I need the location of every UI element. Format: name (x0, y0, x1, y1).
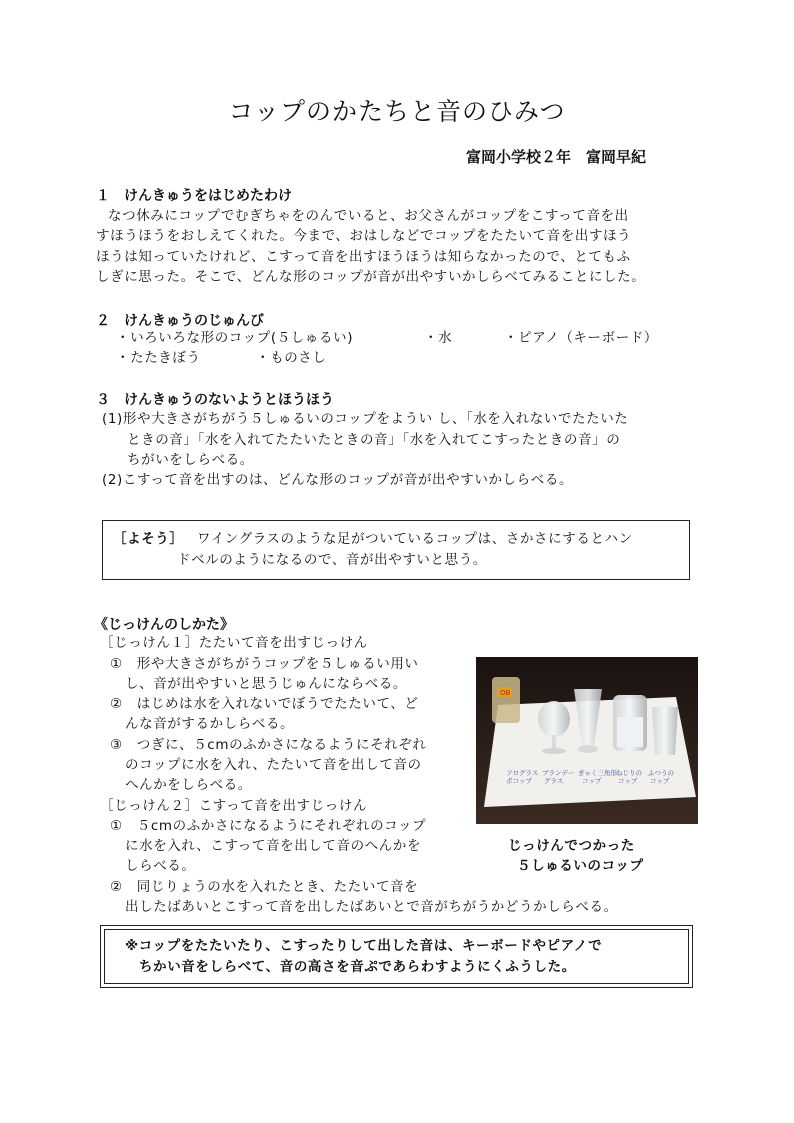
section3-heading: ３ けんきゅうのないようとほうほう (96, 392, 334, 408)
photo-caption: ５しゅるいのコップ (517, 858, 644, 874)
photo-label: ぎゃく三角形 (578, 769, 617, 777)
experiment1-line: ③ つぎに、５cmのふかさになるようにそれぞれ (110, 737, 427, 753)
experiment2-heading: ［じっけん２］こすって音を出すじっけん (100, 798, 368, 814)
photo-caption: じっけんでつかった (508, 838, 635, 854)
section1-line: しぎに思った。そこで、どんな形のコップが音が出やすいかしらべてみることにした。 (96, 269, 646, 285)
photo-label: フログラス (506, 769, 539, 777)
experiment1-line: ① 形や大きさがちがうコップを５しゅるい用い (110, 656, 419, 672)
photo-label: コップ (618, 777, 638, 785)
section1-line: ほうは知っていたけれど、こすって音を出すほうほうは知らなかったので、とてもふ (96, 249, 631, 265)
regular-glass (652, 707, 678, 755)
experiment1-heading: ［じっけん１］たたいて音を出すじっけん (100, 635, 368, 651)
section1-line: なつ休みにコップでむぎちゃをのんでいると、お父さんがコップをこすって音を出 (108, 208, 629, 224)
experiment1-line: ② はじめは水を入れないでぼうでたたいて、ど (110, 696, 419, 712)
author-line: 富岡小学校２年 富岡早紀 (466, 148, 647, 166)
experiment2-line: 出したばあいとこすって音を出したばあいとで音がちがうかどうかしらべる。 (125, 899, 618, 915)
section3-line: (2)こすって音を出すのは、どんな形のコップが音が出やすいかしらべる。 (102, 472, 574, 488)
section1-line: すほうほうをおしえてくれた。今まで、おはしなどでコップをたたいて音を出すほう (96, 228, 632, 244)
experiment1-line: のコップに水を入れ、たたいて音を出して音の (125, 757, 422, 773)
materials-item: ・ものさし (256, 350, 327, 366)
experiment2-line: しらべる。 (125, 858, 196, 874)
beer-glass (492, 677, 520, 723)
photo-label: ブランデー (542, 769, 575, 777)
method-heading: 《じっけんのしかた》 (94, 617, 234, 633)
experiment2-line: ② 同じりょうの水を入れたとき、たたいて音を (110, 879, 419, 895)
materials-item: ・いろいろな形のコップ(５しゅるい) (116, 330, 354, 346)
materials-item: ・ピアノ（キーボード） (504, 330, 659, 346)
prediction-text: ワイングラスのような足がついているコップは、さかさにするとハン (197, 531, 633, 547)
materials-item: ・たたきぼう (116, 350, 201, 366)
twisted-glass (613, 695, 647, 751)
materials-item: ・水 (424, 330, 453, 346)
svg-text:OB: OB (500, 689, 511, 697)
photo-label: コップ (650, 777, 670, 785)
section1-heading: １ けんきゅうをはじめたわけ (96, 188, 292, 204)
page-title: コップのかたちと音のひみつ (228, 97, 566, 126)
note-text: ※コップをたたいたり、こすったりして出した音は、キーボードやピアノで (125, 938, 603, 954)
prediction-text: ドベルのようになるので、音が出やすいと思う。 (177, 552, 487, 568)
experiment1-line: へんかをしらべる。 (125, 777, 252, 793)
experiment1-line: んな音がするかしらべる。 (125, 716, 295, 732)
section3-line: (1)形や大きさがちがう５しゅるいのコップをようい し、「水を入れないでたたいた (102, 411, 629, 427)
section2-heading: ２ けんきゅうのじゅんび (96, 313, 264, 329)
experiment2-line: ① ５cmのふかさになるようにそれぞれのコップ (110, 818, 427, 834)
photo-label: グラス (544, 777, 564, 785)
section3-line: ちがいをしらべる。 (127, 452, 254, 468)
prediction-box (102, 520, 690, 580)
experiment2-line: に水を入れ、こすって音を出して音のへんかを (125, 838, 422, 854)
photo-label: ポコップ (506, 777, 532, 785)
photo-label: ふつうの (648, 769, 674, 777)
note-text: ちかい音をしらべて、音の高さを音ぷであらわすようにくふうした。 (139, 959, 576, 975)
prediction-label: ［よそう］ (113, 531, 184, 547)
note-box (100, 925, 693, 988)
photo-label: ねじりの (616, 769, 642, 777)
experiment1-line: し、音が出やすいと思うじゅんにならべる。 (125, 676, 407, 692)
glasses-photo (476, 657, 698, 824)
photo-label: コップ (582, 777, 602, 785)
section3-line: ときの音」「水を入れてたたいたときの音」「水を入れてこすったときの音」の (127, 432, 621, 448)
